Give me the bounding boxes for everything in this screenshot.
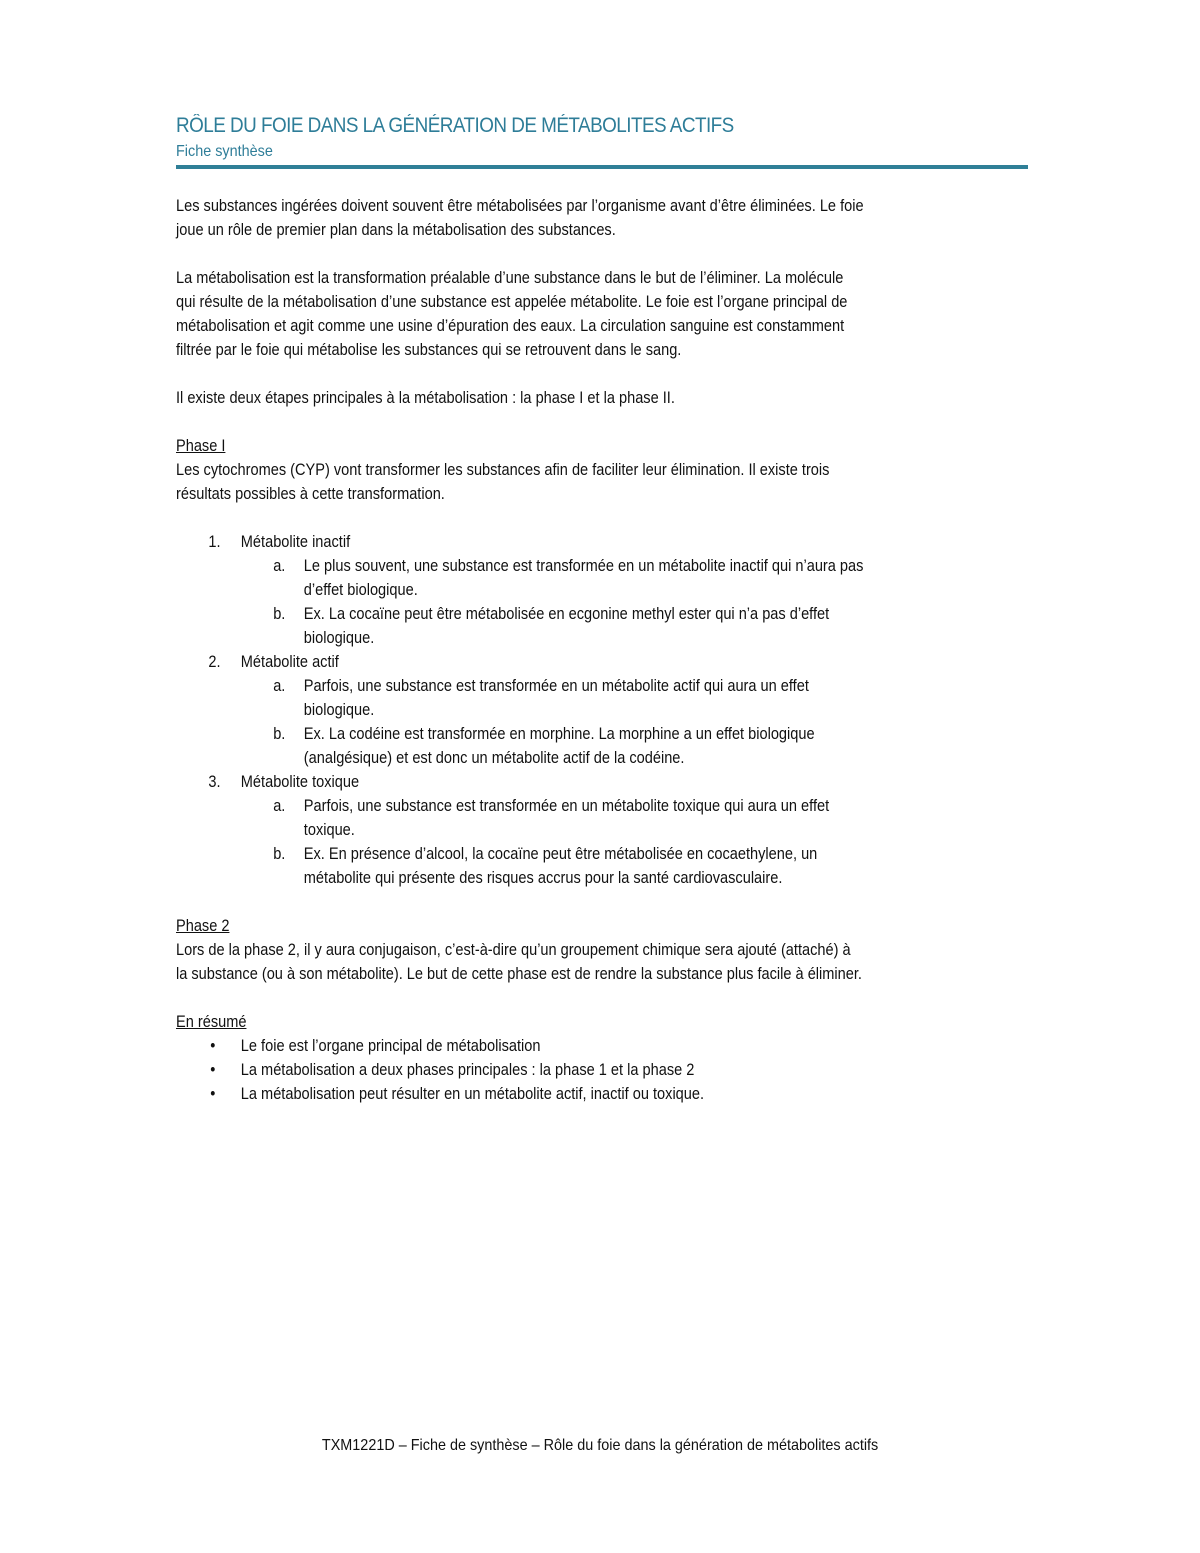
paragraph-line: métabolisation et agit comme une usine d’épuration des eaux. La circulation sanguine est constamment [176,317,845,335]
sub-list-continuation [176,626,943,650]
sub-list-text: biologique. [303,629,375,647]
list-number: 1. [208,533,221,551]
paragraph-line: filtrée par le foie qui métabolise les substances qui se retrouvent dans le sang. [176,341,682,359]
sub-list-text: métabolite qui présente des risques accrus pour la santé cardiovasculaire. [303,869,783,887]
sub-list-letter: b. [273,605,286,623]
sub-list-item [176,602,943,626]
sub-list-letter: a. [273,677,286,695]
sub-list-item [176,722,943,746]
list-item [176,770,943,794]
bullet-list [176,1034,1028,1106]
sub-list-continuation [176,698,943,722]
sub-list-letter: a. [273,557,286,575]
paragraph-line: la substance (ou à son métabolite). Le but de cette phase est de rendre la substance plus facile à éliminer. [176,965,862,983]
sub-list-item [176,554,943,578]
document-subtitle: Fiche synthèse [176,143,273,160]
paragraph-line: Il existe deux étapes principales à la métabolisation : la phase I et la phase II. [176,389,675,407]
sub-list-continuation [176,578,943,602]
sub-list-text: Ex. La codéine est transformée en morphine. La morphine a un effet biologique [303,725,815,743]
list-number: 2. [208,653,221,671]
list-item [176,530,943,554]
bullet-item [176,1034,943,1058]
paragraph-line: qui résulte de la métabolisation d’une substance est appelée métabolite. Le foie est l’organe principal de [176,293,848,311]
list-item-label: Métabolite inactif [240,533,351,551]
list-item-label: Métabolite actif [240,653,339,671]
paragraph-line: résultats possibles à cette transformation. [176,485,445,503]
sub-list-text: toxique. [303,821,355,839]
sub-list-text: Ex. La cocaïne peut être métabolisée en ecgonine methyl ester qui n’a pas d’effet [303,605,830,623]
sub-list-letter: b. [273,845,286,863]
sub-list-text: Parfois, une substance est transformée en un métabolite toxique qui aura un effet [303,797,830,815]
sub-list-text: d’effet biologique. [303,581,418,599]
sub-list-text: Parfois, une substance est transformée en un métabolite actif qui aura un effet [303,677,809,695]
list-item [176,650,943,674]
paragraph-line: joue un rôle de premier plan dans la métabolisation des substances. [176,221,616,239]
numbered-list [176,530,1028,890]
title-divider [176,165,1028,169]
sub-list-continuation [176,866,943,890]
section-heading-summary: En résumé [176,1013,247,1031]
paragraph-line: La métabolisation est la transformation préalable d’une substance dans le but de l’éliminer. La molécule [176,269,844,287]
sub-list-text: (analgésique) et est donc un métabolite actif de la codéine. [303,749,685,767]
bullet-text: Le foie est l’organe principal de métabolisation [240,1037,541,1055]
bullet-text: La métabolisation peut résulter en un métabolite actif, inactif ou toxique. [240,1085,705,1103]
footer-text: TXM1221D – Fiche de synthèse – Rôle du foie dans la génération de métabolites actifs [321,1437,879,1454]
sub-list-item [176,842,943,866]
sub-list-continuation [176,818,943,842]
page-footer [0,1437,1200,1455]
bullet-item [176,1058,943,1082]
sub-list-item [176,794,943,818]
list-number: 3. [208,773,221,791]
sub-list-text: Le plus souvent, une substance est transformée en un métabolite inactif qui n’aura pas [303,557,864,575]
paragraph-line: Les cytochromes (CYP) vont transformer les substances afin de faciliter leur élimination. Il existe trois [176,461,830,479]
bullet-icon: • [210,1085,216,1103]
bullet-item [176,1082,943,1106]
list-item-label: Métabolite toxique [240,773,360,791]
bullet-text: La métabolisation a deux phases principales : la phase 1 et la phase 2 [240,1061,695,1079]
sub-list-text: biologique. [303,701,375,719]
sub-list-letter: b. [273,725,286,743]
paragraph-line: Les substances ingérées doivent souvent être métabolisées par l’organisme avant d’être éliminées. Le foie [176,197,864,215]
sub-list-text: Ex. En présence d’alcool, la cocaïne peut être métabolisée en cocaethylene, un [303,845,818,863]
paragraph-line: Lors de la phase 2, il y aura conjugaison, c’est-à-dire qu’un groupement chimique sera ajouté (attaché) à [176,941,851,959]
sub-list-item [176,674,943,698]
bullet-icon: • [210,1061,216,1079]
document-body [176,194,1028,1106]
sub-list-continuation [176,746,943,770]
section-heading-phase-1: Phase I [176,437,226,455]
bullet-icon: • [210,1037,216,1055]
sub-list-letter: a. [273,797,286,815]
section-heading-phase-2: Phase 2 [176,917,230,935]
document-title: RÔLE DU FOIE DANS LA GÉNÉRATION DE MÉTABOLITES ACTIFS [176,114,734,137]
